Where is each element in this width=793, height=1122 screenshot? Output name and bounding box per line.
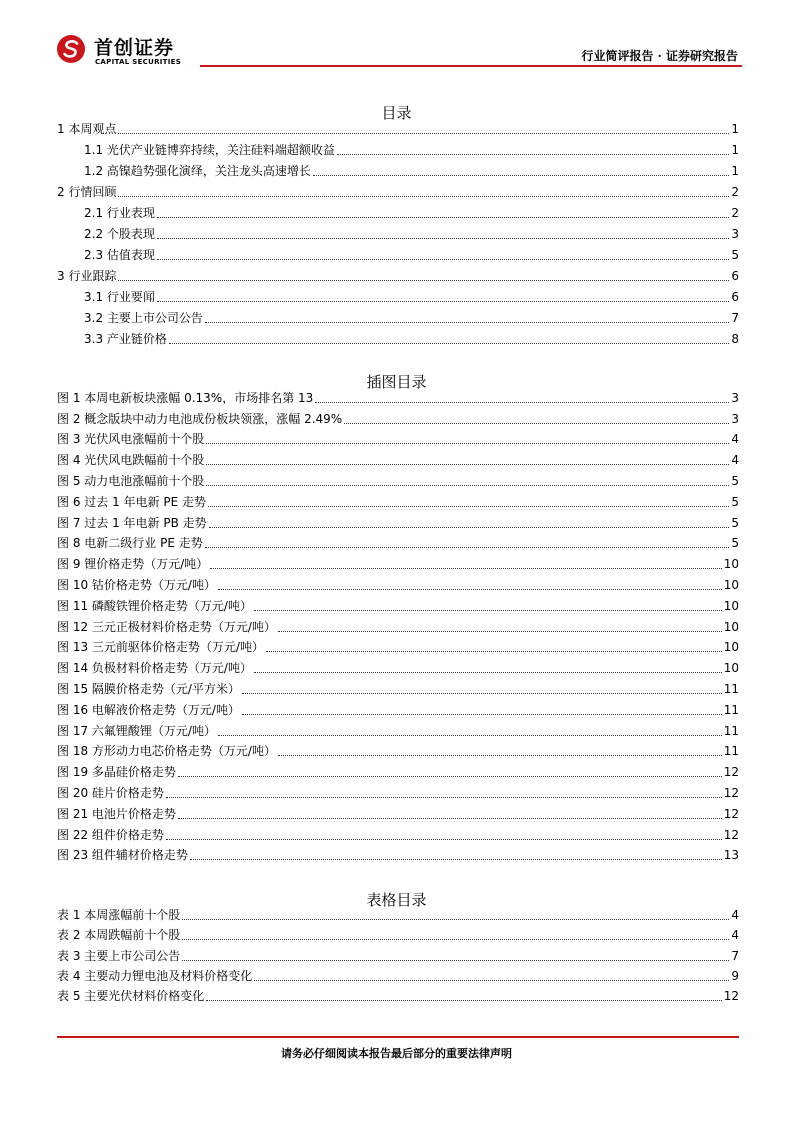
- figure-entry[interactable]: [57, 614, 739, 635]
- toc-entry-page[interactable]: 7: [731, 311, 739, 325]
- toc-entry-page[interactable]: 1: [731, 122, 739, 136]
- tables-title: 表格目录: [366, 891, 427, 909]
- toc-entry-page[interactable]: 2: [731, 206, 739, 220]
- figure-entry-title[interactable]: 图 6 过去 1 年电新 PE 走势: [57, 494, 206, 509]
- dot-leader: [118, 125, 729, 134]
- dot-leader: [178, 810, 722, 819]
- toc-entry-page[interactable]: 8: [731, 332, 739, 346]
- dot-leader: [337, 146, 729, 155]
- figure-entry-page[interactable]: 13: [723, 848, 739, 863]
- figure-entry[interactable]: [57, 655, 739, 676]
- table-entry-title[interactable]: 表 3 主要上市公司公告: [57, 948, 181, 963]
- toc-entry-title[interactable]: 3.1 行业要闻: [84, 290, 155, 304]
- figure-list: [57, 385, 739, 863]
- figure-entry-title[interactable]: 图 15 隔膜价格走势（元/平方米）: [57, 681, 240, 696]
- figure-entry[interactable]: [57, 718, 739, 739]
- logo-chinese-name: 首创证券: [94, 37, 175, 59]
- figure-entry[interactable]: [57, 780, 739, 801]
- dot-leader: [157, 293, 729, 302]
- dot-leader: [205, 314, 729, 323]
- toc-entry[interactable]: [57, 284, 739, 305]
- toc-entry-title[interactable]: 2 行情回顾: [57, 185, 117, 199]
- figure-entry[interactable]: [57, 572, 739, 593]
- dot-leader: [206, 477, 729, 486]
- dot-leader: [182, 931, 729, 940]
- figure-entry-title[interactable]: 图 11 磷酸铁锂价格走势（万元/吨）: [57, 598, 252, 613]
- dot-leader: [206, 992, 721, 1001]
- toc-entry-page[interactable]: 6: [731, 269, 739, 283]
- figure-entry-page[interactable]: 5: [731, 494, 739, 509]
- dot-leader: [208, 498, 729, 507]
- table-entry-page[interactable]: 9: [731, 968, 739, 983]
- dot-leader: [166, 789, 722, 798]
- figure-entry[interactable]: [57, 676, 739, 697]
- figure-entry[interactable]: [57, 593, 739, 614]
- figure-entry-page[interactable]: 11: [723, 723, 739, 738]
- figure-entry-page[interactable]: 11: [723, 681, 739, 696]
- figure-entry-page[interactable]: 10: [723, 577, 739, 592]
- table-entry-title[interactable]: 表 4 主要动力锂电池及材料价格变化: [57, 968, 253, 983]
- figure-entry-page[interactable]: 4: [731, 453, 739, 468]
- figure-entry-title[interactable]: 图 10 钴价格走势（万元/吨）: [57, 577, 216, 592]
- table-list: [57, 903, 739, 1004]
- table-entry-page[interactable]: 4: [731, 928, 739, 943]
- dot-leader: [182, 911, 729, 920]
- dot-leader: [190, 851, 722, 860]
- table-entry-title[interactable]: 表 2 本周跌幅前十个股: [57, 928, 181, 943]
- figure-entry-title[interactable]: 图 2 概念版块中动力电池成份板块领涨，涨幅 2.49%: [57, 411, 343, 426]
- dot-leader: [254, 664, 722, 673]
- figure-entry-page[interactable]: 12: [723, 765, 739, 780]
- dot-leader: [266, 643, 722, 652]
- dot-leader: [157, 251, 729, 260]
- figure-entry-title[interactable]: 图 19 多晶硅价格走势: [57, 765, 176, 780]
- header-divider: [200, 65, 742, 67]
- table-entry-page[interactable]: 7: [731, 948, 739, 963]
- dot-leader: [242, 685, 722, 694]
- figure-entry-page[interactable]: 5: [731, 536, 739, 551]
- figure-entry-title[interactable]: 图 18 方形动力电芯价格走势（万元/吨）: [57, 744, 276, 759]
- toc-entry-title[interactable]: 1.1 光伏产业链博弈持续，关注硅料端超额收益: [84, 143, 335, 157]
- table-entry[interactable]: [57, 964, 739, 984]
- figure-entry[interactable]: [57, 385, 739, 406]
- dot-leader: [157, 209, 729, 218]
- footer-divider: [57, 1036, 739, 1038]
- toc-entry[interactable]: [57, 326, 739, 347]
- figure-entry-title[interactable]: 图 16 电解液价格走势（万元/吨）: [57, 702, 240, 717]
- figure-entry-page[interactable]: 5: [731, 473, 739, 488]
- toc-entry-page[interactable]: 6: [731, 290, 739, 304]
- figure-entry-page[interactable]: 4: [731, 432, 739, 447]
- toc-entry-title[interactable]: 2.1 行业表现: [84, 206, 155, 220]
- toc-entry-title[interactable]: 2.2 个股表现: [84, 227, 155, 241]
- figure-entry-page[interactable]: 3: [731, 411, 739, 426]
- figure-entry[interactable]: [57, 427, 739, 448]
- figure-entry-page[interactable]: 10: [723, 557, 739, 572]
- dot-leader: [206, 435, 729, 444]
- figure-entry-title[interactable]: 图 21 电池片价格走势: [57, 806, 176, 821]
- toc-entry-page[interactable]: 1: [731, 164, 739, 178]
- toc-title: 目录: [381, 104, 412, 122]
- dot-leader: [254, 602, 722, 611]
- dot-leader: [169, 335, 729, 344]
- toc-entry-page[interactable]: 1: [731, 143, 739, 157]
- toc-entry-page[interactable]: 3: [731, 227, 739, 241]
- table-entry-page[interactable]: 4: [731, 908, 739, 923]
- page-header: [52, 28, 742, 70]
- toc-entry[interactable]: [57, 137, 739, 158]
- dot-leader: [118, 188, 729, 197]
- figure-entry-page[interactable]: 11: [723, 744, 739, 759]
- toc-entry-title[interactable]: 2.3 估值表现: [84, 248, 155, 262]
- dot-leader: [254, 972, 729, 981]
- figure-entry-page[interactable]: 3: [731, 390, 739, 405]
- table-entry[interactable]: [57, 943, 739, 963]
- figure-entry-page[interactable]: 10: [723, 619, 739, 634]
- figure-entry-title[interactable]: 图 12 三元正极材料价格走势（万元/吨）: [57, 619, 276, 634]
- toc-entry[interactable]: [57, 242, 739, 263]
- logo-english-name: CAPITAL SECURITIES: [95, 58, 182, 66]
- report-type-label: 行业简评报告 · 证券研究报告: [581, 49, 738, 63]
- dot-leader: [205, 539, 730, 548]
- figure-entry[interactable]: [57, 843, 739, 864]
- toc-entry[interactable]: [57, 221, 739, 242]
- figure-entry[interactable]: [57, 759, 739, 780]
- toc-entry[interactable]: [57, 116, 739, 137]
- table-entry-page[interactable]: 12: [723, 988, 739, 1003]
- company-logo: [52, 28, 212, 70]
- dot-leader: [166, 831, 722, 840]
- figure-entry-title[interactable]: 图 4 光伏风电跌幅前十个股: [57, 453, 205, 468]
- toc-entry-title[interactable]: 1 本周观点: [57, 122, 117, 136]
- figure-entry[interactable]: [57, 531, 739, 552]
- figure-entry-title[interactable]: 图 23 组件辅材价格走势: [57, 848, 188, 863]
- table-entry-title[interactable]: 表 5 主要光伏材料价格变化: [57, 988, 205, 1003]
- table-of-contents: [57, 116, 739, 347]
- dot-leader: [210, 560, 721, 569]
- figure-entry-title[interactable]: 图 7 过去 1 年电新 PB 走势: [57, 515, 207, 530]
- dot-leader: [209, 519, 730, 528]
- figures-title: 插图目录: [366, 373, 427, 391]
- dot-leader: [182, 952, 729, 961]
- figure-entry-page[interactable]: 12: [723, 827, 739, 842]
- table-entry-title[interactable]: 表 1 本周涨幅前十个股: [57, 908, 181, 923]
- figure-entry-title[interactable]: 图 9 锂价格走势（万元/吨）: [57, 557, 209, 572]
- figure-entry[interactable]: [57, 635, 739, 656]
- dot-leader: [157, 230, 729, 239]
- dot-leader: [118, 272, 729, 281]
- dot-leader: [178, 768, 722, 777]
- dot-leader: [278, 623, 722, 632]
- toc-entry[interactable]: [57, 200, 739, 221]
- figure-entry-title[interactable]: 图 5 动力电池涨幅前十个股: [57, 473, 205, 488]
- dot-leader: [242, 706, 722, 715]
- dot-leader: [206, 456, 729, 465]
- figure-entry[interactable]: [57, 468, 739, 489]
- figure-entry-page[interactable]: 10: [723, 598, 739, 613]
- toc-entry-page[interactable]: 5: [731, 248, 739, 262]
- figure-entry-page[interactable]: 11: [723, 702, 739, 717]
- figure-entry-page[interactable]: 10: [723, 640, 739, 655]
- figure-entry[interactable]: [57, 822, 739, 843]
- figure-entry[interactable]: [57, 510, 739, 531]
- figure-entry[interactable]: [57, 739, 739, 760]
- figure-entry-page[interactable]: 5: [731, 515, 739, 530]
- figure-entry-title[interactable]: 图 17 六氟锂酸锂（万元/吨）: [57, 723, 216, 738]
- figure-entry-title[interactable]: 图 8 电新二级行业 PE 走势: [57, 536, 203, 551]
- figure-entry-title[interactable]: 图 1 本周电新板块涨幅 0.13%，市场排名第 13: [57, 390, 314, 405]
- table-entry[interactable]: [57, 923, 739, 943]
- figure-entry[interactable]: [57, 697, 739, 718]
- dot-leader: [218, 581, 722, 590]
- figure-entry[interactable]: [57, 489, 739, 510]
- figure-entry-title[interactable]: 图 20 硅片价格走势: [57, 785, 164, 800]
- toc-entry-title[interactable]: 3 行业跟踪: [57, 269, 117, 283]
- figure-entry-page[interactable]: 12: [723, 806, 739, 821]
- dot-leader: [313, 167, 729, 176]
- toc-entry-page[interactable]: 2: [731, 185, 739, 199]
- toc-entry[interactable]: [57, 263, 739, 284]
- toc-entry[interactable]: [57, 179, 739, 200]
- toc-entry-title[interactable]: 1.2 高镍趋势强化演绎，关注龙头高速增长: [84, 164, 311, 178]
- figure-entry-page[interactable]: 10: [723, 661, 739, 676]
- dot-leader: [218, 727, 722, 736]
- figure-entry[interactable]: [57, 801, 739, 822]
- table-entry[interactable]: [57, 984, 739, 1004]
- figure-entry-title[interactable]: 图 3 光伏风电涨幅前十个股: [57, 432, 205, 447]
- figure-entry[interactable]: [57, 551, 739, 572]
- table-entry[interactable]: [57, 903, 739, 923]
- dot-leader: [315, 394, 729, 403]
- capital-securities-logo-icon: [56, 34, 86, 64]
- dot-leader: [278, 747, 722, 756]
- toc-entry[interactable]: [57, 158, 739, 179]
- toc-entry-title[interactable]: 3.2 主要上市公司公告: [84, 311, 203, 325]
- figure-entry-title[interactable]: 图 22 组件价格走势: [57, 827, 164, 842]
- figure-entry-page[interactable]: 12: [723, 785, 739, 800]
- toc-entry[interactable]: [57, 305, 739, 326]
- figure-entry[interactable]: [57, 406, 739, 427]
- dot-leader: [344, 415, 729, 424]
- legal-disclaimer: 请务必仔细阅读本报告最后部分的重要法律声明: [281, 1047, 512, 1060]
- figure-entry-title[interactable]: 图 14 负极材料价格走势（万元/吨）: [57, 661, 252, 676]
- figure-entry[interactable]: [57, 447, 739, 468]
- figure-entry-title[interactable]: 图 13 三元前驱体价格走势（万元/吨）: [57, 640, 264, 655]
- toc-entry-title[interactable]: 3.3 产业链价格: [84, 332, 167, 346]
